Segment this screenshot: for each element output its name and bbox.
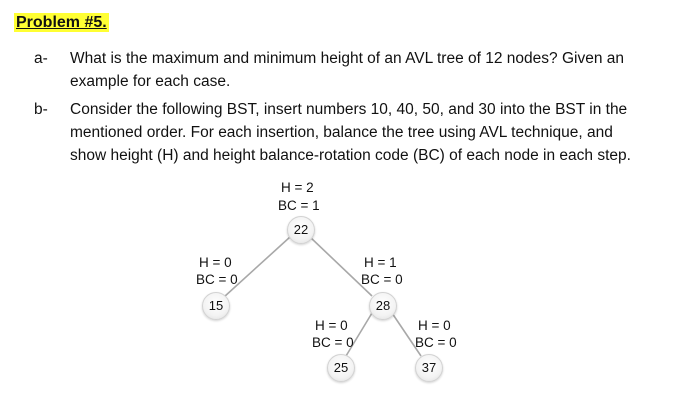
tree-node-25: 25 [327,354,355,382]
node-15-height: H = 0 [199,255,232,270]
tree-node-37: 37 [415,354,443,382]
question-a-marker: a- [34,50,48,67]
node-15-balance: BC = 0 [196,272,238,287]
node-25-height: H = 0 [315,318,348,333]
question-b-text: Consider the following BST, insert numbers 10, 40, 50, and 30 into the BST in the mentioned order. For each insertion, balance the tree using AVL technique, and show height (H) and height balance-rotation code (BC) of each node in each step. [70,101,631,164]
node-37-height: H = 0 [418,318,451,333]
node-28-height: H = 1 [364,255,397,270]
node-28-balance: BC = 0 [361,272,403,287]
question-a-text: What is the maximum and minimum height of an AVL tree of 12 nodes? Given an example for each case. [70,50,624,90]
edge-22-15 [224,237,290,297]
node-22-height: H = 2 [281,180,314,195]
node-37-balance: BC = 0 [415,335,457,350]
question-b-marker: b- [34,101,48,118]
problem-title: Problem #5. [16,14,107,31]
node-22-balance: BC = 1 [278,198,320,213]
tree-node-15: 15 [202,292,230,320]
node-25-balance: BC = 0 [312,335,354,350]
tree-node-22: 22 [287,216,315,244]
tree-node-28: 28 [369,292,397,320]
